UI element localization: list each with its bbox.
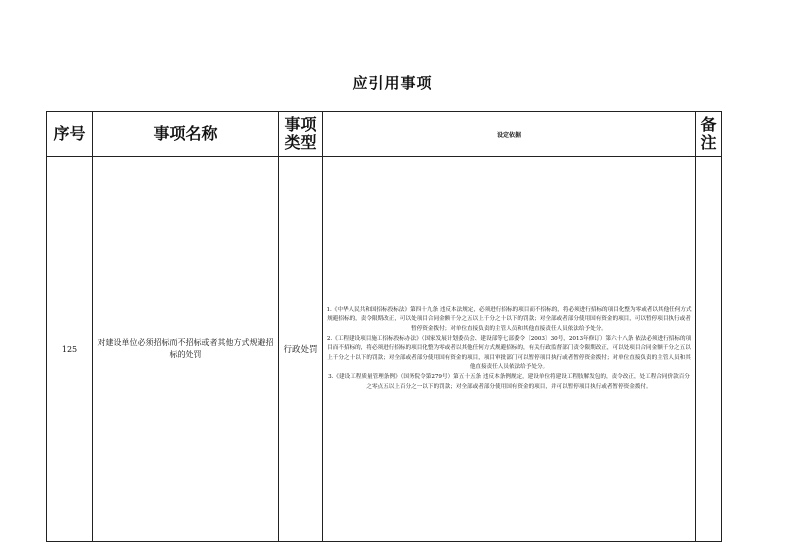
page-title: 应引用事项	[352, 74, 433, 92]
header-type	[279, 112, 323, 157]
header-type-line1: 事项	[284, 115, 317, 134]
header-note-line1: 备	[700, 115, 717, 134]
row-note	[696, 157, 722, 542]
table-row	[47, 157, 722, 542]
table-header-row	[47, 112, 722, 157]
row-basis	[323, 157, 696, 542]
header-seq: 序号	[47, 112, 93, 157]
row-name: 对建设单位必须招标而不招标或者其他方式规避招标的处罚	[93, 157, 279, 542]
items-table	[46, 111, 722, 542]
header-note	[696, 112, 722, 157]
basis-clause-1: 1.《中华人民共和国招标投标法》第四十九条 违反本法规定，必须进行招标的项目而不招标的，将必须进行招标的项目化整为零或者以其他任何方式规避招标的，责令限期改正，可以处项目合同金额千分之五以上千分之十以下的罚款；对全部或者部分使用国有资金的项目，可以暂停项目执行或者暂停资金拨付；对单位直接负责的主管人员和其他直接责任人员依法给予处分。	[326, 306, 692, 333]
row-seq: 125	[47, 157, 93, 542]
row-type: 行政处罚	[279, 157, 323, 542]
basis-clause-3: 3.《建设工程质量管理条例》（国务院令第279号）第五十五条 违反本条例规定，建设单位将建设工程肢解发包的，责令改正，处工程合同价款百分之零点五以上百分之一以下的罚款；对全部或者部分使用国有资金的项目，并可以暂停项目执行或者暂停资金拨付。	[328, 373, 690, 390]
header-note-line2: 注	[700, 133, 717, 152]
basis-clause-2: 2.《工程建设项目施工招标投标办法》（国家发展计划委员会、建设部等七部委令〔2003〕30号，2013年修订）第六十八条 依法必须进行招标的项目而不招标的，将必须进行招标的项目化整为零或者以其他任何方式规避招标的，有关行政监督部门责令限期改正，可以处项目合同金额千分之五以上千分之十以下的罚款；对全部或者部分使用国有资金的项目，项目审批部门可以暂停项目执行或者暂停资金拨付；对单位直接负责的主管人员和其他直接责任人员依法给予处分。	[326, 335, 692, 371]
header-basis: 设定依据	[323, 112, 696, 157]
header-type-line2: 类型	[284, 133, 317, 152]
header-name: 事项名称	[93, 112, 279, 157]
